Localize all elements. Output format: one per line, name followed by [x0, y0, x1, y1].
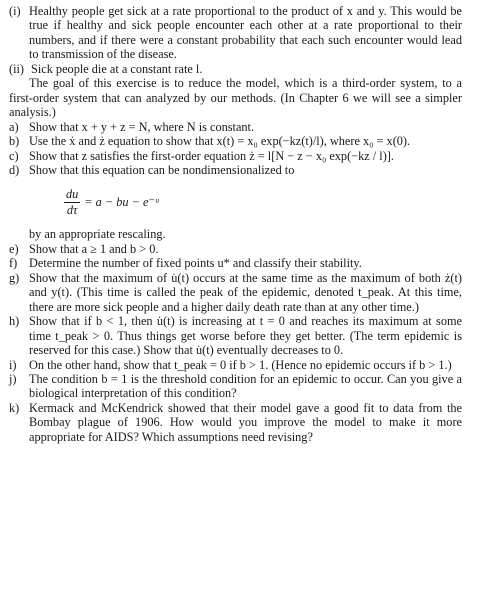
item-label: c) — [9, 148, 19, 163]
item-text: Show that z satisfies the first-order equation ż = l[N − z − x₀ exp(−kz / l)]. — [29, 148, 394, 163]
item-label: f) — [9, 256, 18, 271]
item-text: Kermack and McKendrick showed that their model gave a good fit to data from the Bombay plague of 1906. How would you improve the model to make it more appropriate for AIDS? Which assumptions need revising? — [29, 400, 462, 444]
equation-numerator: du — [66, 186, 79, 201]
item-label: a) — [9, 119, 19, 134]
item-text: On the other hand, show that t_peak = 0 if b > 1. (Hence no epidemic occurs if b > 1.) — [29, 357, 452, 372]
part-h — [9, 314, 462, 357]
item-label: (i) — [9, 4, 21, 18]
part-f — [9, 256, 462, 270]
part-i — [9, 358, 462, 372]
item-text: Healthy people get sick at a rate proportional to the product of x and y. This would be true if healthy and sick people encounter each other at a rate proportional to their numbers, and if there were a constant probability that each such encounter would lead to transmission of the disease. — [29, 4, 462, 62]
part-a — [9, 120, 462, 134]
item-text: Use the ẋ and ż equation to show that x(t) = x₀ exp(−kz(t)/l), where x₀ = x(0). — [29, 134, 411, 149]
item-label: d) — [9, 162, 20, 177]
assumption-i — [9, 4, 462, 62]
assumption-ii — [9, 62, 462, 76]
equation-fraction — [64, 187, 80, 218]
item-label: (ii) — [9, 61, 25, 76]
item-label: i) — [9, 357, 17, 372]
item-label: e) — [9, 241, 19, 256]
equation-right-side: = a − bu − e⁻ᵘ — [84, 195, 159, 210]
item-text: The condition b = 1 is the threshold condition for an epidemic to occur. Can you give a biological interpretation of this condition? — [29, 371, 462, 401]
goal-paragraph: The goal of this exercise is to reduce the model, which is a third-order system, to a first-order system that can analyzed by our methods. (In Chapter 6 we will see a simpler analysis.) — [9, 76, 462, 120]
part-c — [9, 149, 462, 163]
item-label: k) — [9, 400, 20, 415]
part-b — [9, 134, 462, 148]
item-label: g) — [9, 270, 20, 285]
part-k — [9, 401, 462, 444]
part-j — [9, 372, 462, 401]
item-label: h) — [9, 314, 20, 329]
item-text: Show that this equation can be nondimensionalized to — [29, 162, 295, 177]
item-text: Determine the number of fixed points u* and classify their stability. — [29, 256, 362, 271]
item-text: Show that if b < 1, then u̇(t) is increasing at t = 0 and reaches its maximum at some time t_peak > 0. Thus things get worse before they get better. (The term epidemic is reserved for this case.) Show that u̇(t) eventually decreases to 0. — [29, 314, 462, 358]
item-text: Sick people die at a constant rate l. — [31, 61, 203, 76]
item-label: b) — [9, 134, 20, 149]
item-label: j) — [9, 371, 17, 386]
item-text: Show that a ≥ 1 and b > 0. — [29, 241, 159, 256]
nondimensional-equation — [64, 177, 462, 227]
part-e — [9, 242, 462, 256]
part-d-continuation: by an appropriate rescaling. — [29, 227, 166, 242]
part-d — [9, 163, 462, 177]
item-text: Show that x + y + z = N, where N is constant. — [29, 119, 255, 134]
part-g — [9, 271, 462, 314]
item-text: Show that the maximum of u̇(t) occurs at the same time as the maximum of both ż(t) and y(t). (This time is called the peak of the epidemic, denoted t_peak. At this time, there are more sick people and a higher daily death rate than at any other time.) — [29, 270, 462, 314]
equation-denominator: dτ — [66, 202, 78, 217]
